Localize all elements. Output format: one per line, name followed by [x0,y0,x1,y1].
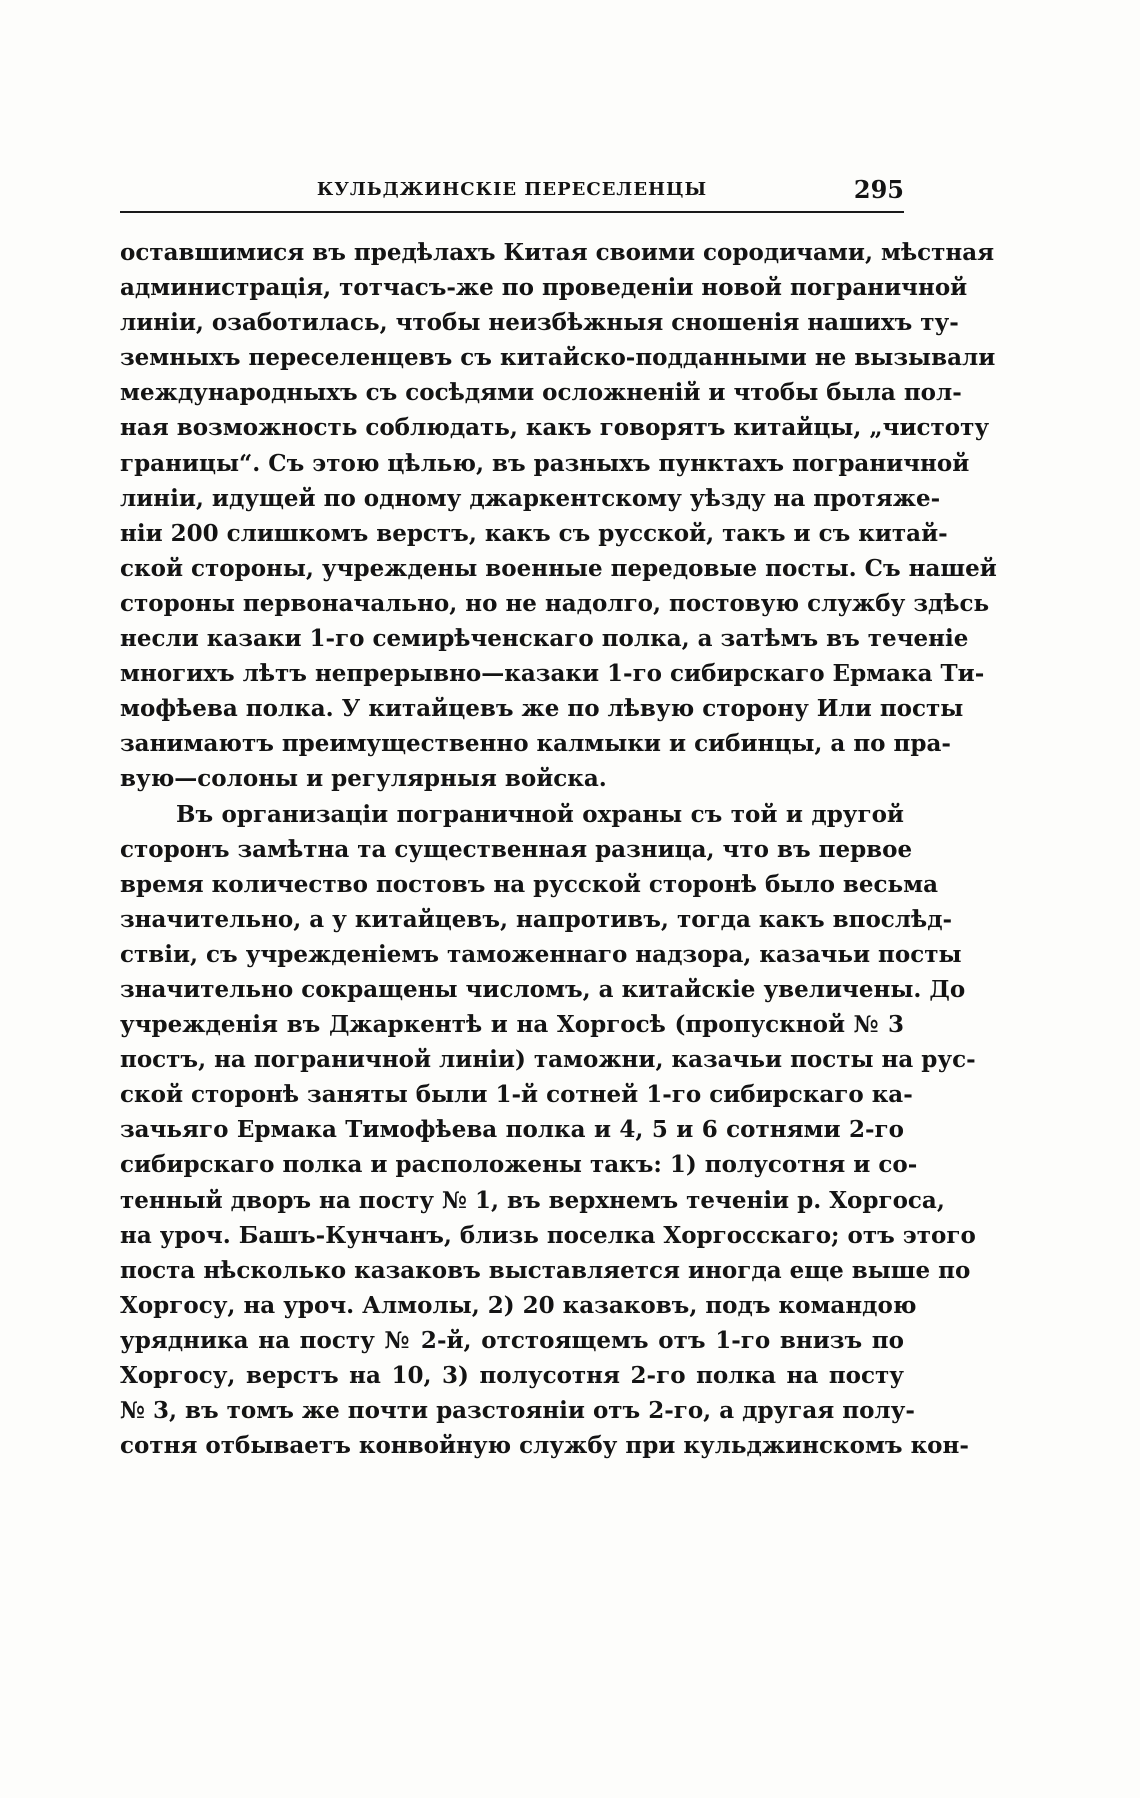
book-page [120,175,997,1463]
text-line: стороны первоначально, но не надолго, постовую службу здѣсь [120,589,990,617]
text-line: Въ организаціи пограничной охраны съ той и другой [176,800,904,828]
text-line: международныхъ съ сосѣдями осложненій и чтобы была пол- [120,379,962,407]
text-line: значительно сокращены числомъ, а китайскіе увеличены. До [120,975,966,1003]
text-line: Хоргосу, верстъ на 10, 3) полусотня 2-го полка на посту [120,1362,904,1389]
text-line: ная возможность соблюдать, какъ говорятъ китайцы, „чистоту [120,414,990,442]
text-line: тенный дворъ на посту № 1, въ верхнемъ теченіи р. Хоргоса, [120,1186,945,1214]
text-line: границы“. Съ этою цѣлью, въ разныхъ пунктахъ пограничной [120,449,970,477]
text-line: зачьяго Ермака Тимофѣева полка и 4, 5 и 6 сотнями 2-го [120,1116,904,1144]
page-body [120,235,997,1463]
text-line: сторонъ замѣтна та существенная разница, что въ первое [120,835,913,863]
text-line: сибирскаго полка и расположены такъ: 1) полусотня и со- [120,1151,918,1179]
text-line: постъ, на пограничной линіи) таможни, казачьи посты на рус- [120,1046,976,1074]
text-line: занимаютъ преимущественно калмыки и сибинцы, а по пра- [120,730,951,758]
text-line: ской стороны, учреждены военные передовые посты. Съ нашей [120,554,997,582]
text-line: земныхъ переселенцевъ съ китайско-подданными не вызывали [120,344,996,372]
page-number: 295 [853,175,904,204]
text-line: сотня отбываетъ конвойную службу при кульджинскомъ кон- [120,1432,969,1460]
text-line: оставшимися въ предѣлахъ Китая своими сородичами, мѣстная [120,239,995,266]
page-header [120,175,904,213]
text-line: линіи, идущей по одному джаркентскому уѣзду на протяже- [120,484,941,512]
text-line: на уроч. Башъ-Кунчанъ, близь поселка Хоргосскаго; отъ этого [120,1221,976,1249]
paragraph-1 [120,235,997,797]
text-line: значительно, а у китайцевъ, напротивъ, тогда какъ впослѣд- [120,905,953,933]
text-line: мофѣева полка. У китайцевъ же по лѣвую сторону Или посты [120,695,964,723]
text-line: вую—солоны и регулярныя войска. [120,765,607,793]
text-line: поста нѣсколько казаковъ выставляется иногда еще выше по [120,1256,971,1284]
text-line: ской сторонѣ заняты были 1-й сотней 1-го сибирскаго ка- [120,1081,913,1109]
running-title: КУЛЬДЖИНСКІЕ ПЕРЕСЕЛЕНЦЫ [316,179,708,200]
paragraph-2 [120,797,976,1464]
text-line: урядника на посту № 2-й, отстоящемъ отъ 1-го внизъ по [120,1326,904,1354]
text-line: № 3, въ томъ же почти разстояніи отъ 2-го, а другая полу- [120,1397,915,1425]
text-line: несли казаки 1-го семирѣченскаго полка, а затѣмъ въ теченіе [120,625,969,653]
text-line: ніи 200 слишкомъ верстъ, какъ съ русской, такъ и съ китай- [120,519,948,547]
text-line: учрежденія въ Джаркентѣ и на Хоргосѣ (пропускной № 3 [120,1011,904,1039]
text-line: время количество постовъ на русской сторонѣ было весьма [120,870,939,898]
text-line: ствіи, съ учрежденіемъ таможеннаго надзора, казачьи посты [120,940,962,968]
text-line: линіи, озаботилась, чтобы неизбѣжныя сношенія нашихъ ту- [120,309,959,337]
text-line: Хоргосу, на уроч. Алмолы, 2) 20 казаковъ, подъ командою [120,1291,917,1319]
text-line: многихъ лѣтъ непрерывно—казаки 1-го сибирскаго Ермака Ти- [120,660,985,688]
text-line: администрація, тотчасъ-же по проведеніи новой пограничной [120,274,968,302]
